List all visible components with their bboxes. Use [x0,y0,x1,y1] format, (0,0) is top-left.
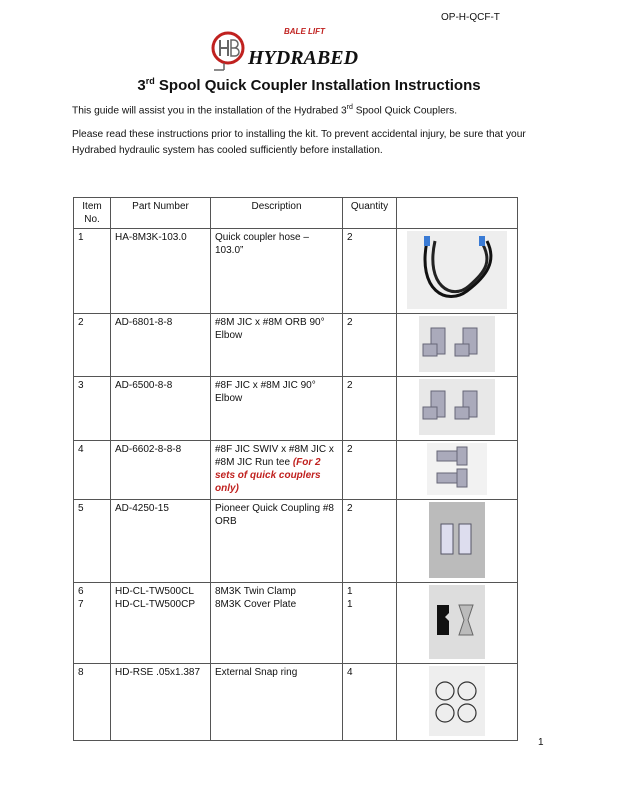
header-item-no: Item No. [74,198,111,229]
description-text: #8F JIC x #8M JIC 90° Elbow [215,380,316,404]
description [211,441,343,500]
elbow-image [419,379,495,439]
part-photo-cell [397,664,518,741]
description-note: (For 2 sets of quick couplers only) [215,457,321,494]
quantity: 2 [343,441,397,500]
item-number: 3 [74,377,111,441]
part-number: HD-RSE .05x1.387 [111,664,211,741]
item-number: 6 7 [74,583,111,664]
page-title: 3rd Spool Quick Coupler Installation Instructions [137,76,481,94]
description-text: Quick coupler hose – 103.0” [215,232,309,256]
item-number: 5 [74,500,111,583]
parts-table [73,197,518,741]
table-row [74,441,518,500]
quantity: 1 1 [343,583,397,664]
table-header-row [74,198,518,229]
part-photo-cell [397,500,518,583]
part-photo-cell [397,583,518,664]
item-number: 1 [74,229,111,314]
header-description: Description [211,198,343,229]
quantity: 2 [343,229,397,314]
description [211,664,343,741]
tee-image [427,443,487,499]
document-code: OP-H-QCF-T [441,12,500,23]
part-photo-cell [397,314,518,377]
quantity: 4 [343,664,397,741]
description [211,229,343,314]
hose-image [407,231,507,313]
logo-wordmark: HYDRABED [248,47,359,69]
item-number: 4 [74,441,111,500]
snap-ring-image [429,666,485,740]
elbow-image [419,316,495,376]
part-photo-cell [397,441,518,500]
description [211,583,343,664]
item-number: 8 [74,664,111,741]
table-row [74,664,518,741]
part-photo-cell [397,229,518,314]
part-number: AD-4250-15 [111,500,211,583]
description-text: #8M JIC x #8M ORB 90° Elbow [215,317,325,341]
description-text: #8F JIC SWIV x #8M JIC x #8M JIC Run tee [215,444,334,468]
description-text: 8M3K Twin Clamp 8M3K Cover Plate [215,586,297,610]
table-row [74,583,518,664]
part-number: AD-6500-8-8 [111,377,211,441]
header-image [397,198,518,229]
header-quantity: Quantity [343,198,397,229]
description [211,500,343,583]
header-part-number: Part Number [111,198,211,229]
quantity: 2 [343,314,397,377]
part-number: AD-6602-8-8-8 [111,441,211,500]
safety-paragraph: Please read these instructions prior to installing the kit. To prevent accidental injury, be sure that your Hydrabed hydraulic system has cooled sufficiently before installation. [72,129,526,157]
clamp-image [429,585,485,663]
table-row [74,229,518,314]
item-number: 2 [74,314,111,377]
part-photo-cell [397,377,518,441]
table-row [74,500,518,583]
description-text: External Snap ring [215,667,298,678]
intro-paragraph: This guide will assist you in the installation of the Hydrabed 3rd Spool Quick Couplers. [72,104,458,117]
part-number: HA-8M3K-103.0 [111,229,211,314]
description-text: Pioneer Quick Coupling #8 ORB [215,503,334,527]
description [211,314,343,377]
logo-tagline: BALE LIFT [284,27,325,36]
part-number: AD-6801-8-8 [111,314,211,377]
quantity: 2 [343,377,397,441]
coupling-image [429,502,485,582]
description [211,377,343,441]
intro-section [72,100,562,167]
part-number: HD-CL-TW500CL HD-CL-TW500CP [111,583,211,664]
table-row [74,314,518,377]
hydrabed-logo [210,26,410,72]
quantity: 2 [343,500,397,583]
table-row [74,377,518,441]
page-number: 1 [538,737,544,748]
